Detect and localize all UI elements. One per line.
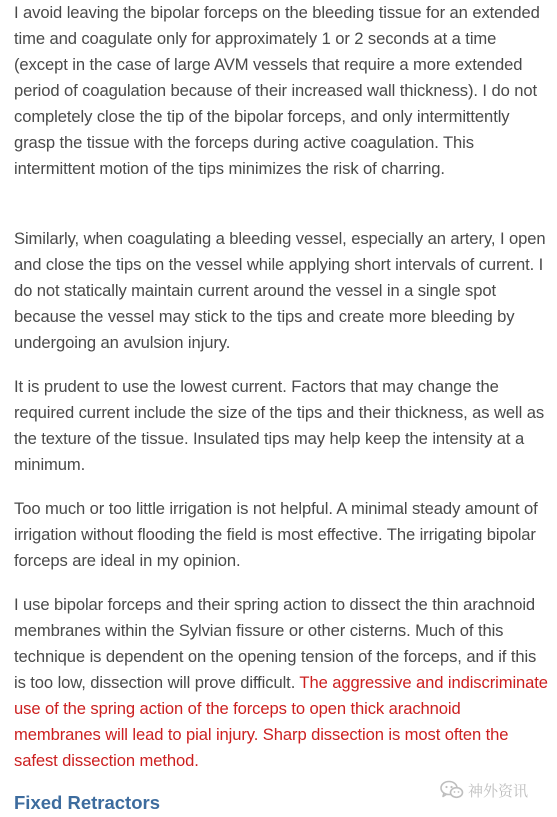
paragraph-spring-action-text: I use bipolar forceps and their spring action to dissect the thin arachnoid membranes within the Sylvian fissure or other cisterns. Much of this technique is dependent on the opening tension of the forceps, and if this is too low, dissection will prove difficult. <box>14 595 537 692</box>
paragraph-vessel-coagulation: Similarly, when coagulating a bleeding vessel, especially an artery, I open and close the tips on the vessel while applying short intervals of current. I do not statically maintain current around the vessel in a single spot because the vessel may stick to the tips and create more bleeding by undergoing an avulsion injury. <box>14 229 546 352</box>
paragraph-spring-action <box>14 592 549 774</box>
paragraph-lowest-current: It is prudent to use the lowest current. Factors that may change the required current include the size of the tips and their thickness, as well as the texture of the tissue. Insulated tips may help keep the intensity at a minimum. <box>14 377 545 474</box>
paragraph-bipolar-duration: I avoid leaving the bipolar forceps on the bleeding tissue for an extended time and coagulate only for approximately 1 or 2 seconds at a time (except in the case of large AVM vessels that require a more extended period of coagulation because of their increased wall thickness). I do not completely close the tip of the bipolar forceps, and only intermittently grasp the tissue with the forceps during active coagulation. This intermittent motion of the tips minimizes the risk of charring. <box>14 3 540 178</box>
watermark <box>440 778 552 802</box>
wechat-icon <box>440 780 464 800</box>
paragraph-irrigation: Too much or too little irrigation is not helpful. A minimal steady amount of irrigation without flooding the field is most effective. The irrigating bipolar forceps are ideal in my opinion. <box>14 499 538 570</box>
highlighted-warning-text: The aggressive and indiscriminate use of the spring action of the forceps to open thick arachnoid membranes will lead to pial injury. Sharp dissection is most often the safest dissection method. <box>14 673 548 770</box>
watermark-text: 神外资讯 <box>468 781 529 800</box>
section-heading: Fixed Retractors <box>14 792 160 813</box>
